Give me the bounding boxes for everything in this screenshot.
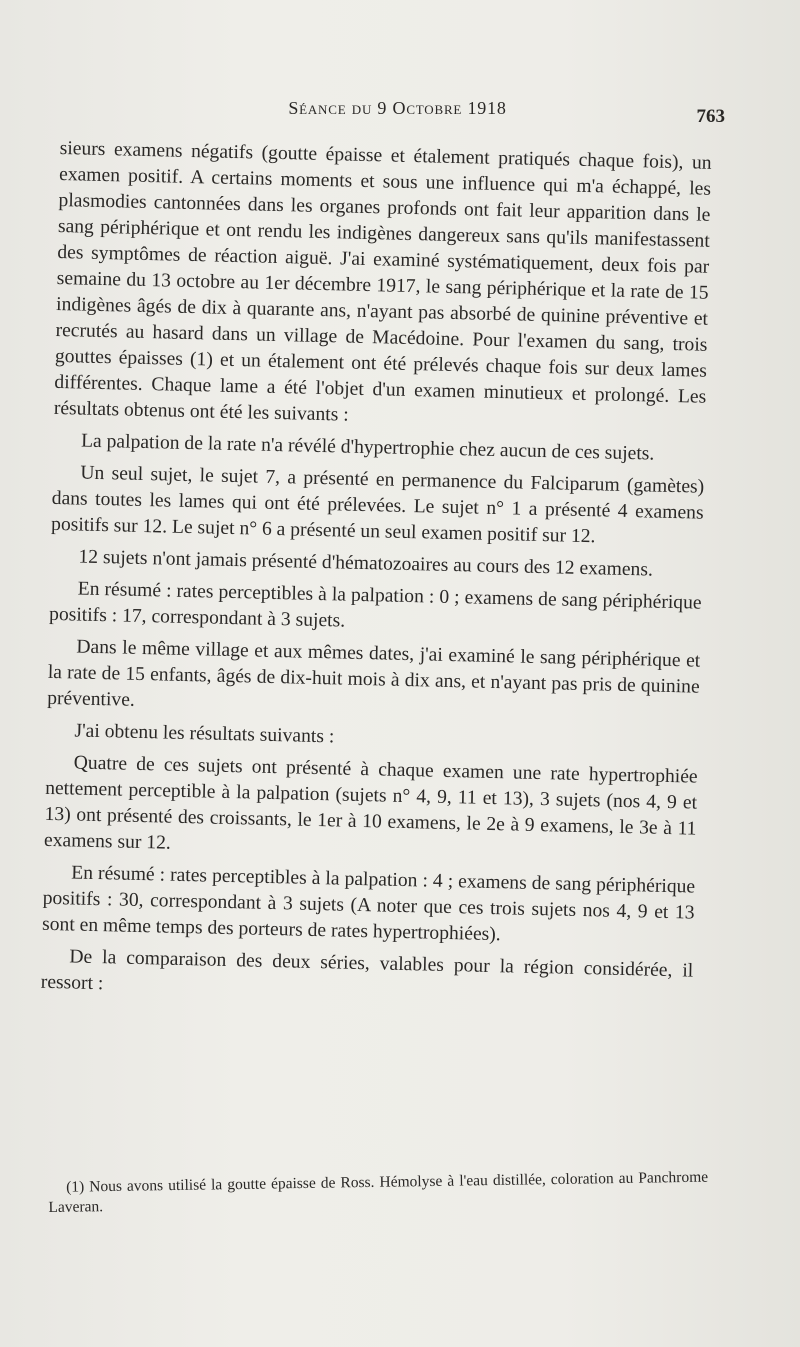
body-text: [40, 136, 711, 1017]
paragraph-summary-children: En résumé : rates perceptibles à la palpation : 4 ; examens de sang périphérique positifs : 30, correspondant à 3 sujets (A noter que ces trois sujets nos 4, 9 et 13 sont en même temps des porteurs de rates hypertrophiées).: [41, 862, 696, 946]
footnote: (1) Nous avons utilisé la goutte épaisse de Ross. Hémolyse à l'eau distillée, coloration au Panchrome Laveran.: [48, 1168, 709, 1216]
paragraph-summary-adults: En résumé : rates perceptibles à la palpation : 0 ; examens de sang périphérique positifs : 17, correspondant à 3 sujets.: [48, 578, 702, 632]
paragraph-results-intro: J'ai obtenu les résultats suivants :: [74, 720, 335, 748]
paragraph-single-subject: Un seul sujet, le sujet 7, a présenté en permanence du Falciparum (gamètes) dans toutes les lames qui ont été prélevées. Le sujet n° 1 a présenté 4 examens positifs sur 12. Le sujet n° 6 a présenté un seul examen positif sur 12.: [50, 462, 705, 548]
paragraph-children-results: Quatre de ces sujets ont présenté à chaque examen une rate hypertrophiée nettement perceptible à la palpation (sujets n° 4, 9, 11 et 13), 3 sujets (nos 4, 9 et 13) ont présenté des croissants, le 1er à 10 examens, le 2e à 9 examens, le 3e à 11 examens sur 12.: [43, 752, 698, 854]
paragraph-continuation: sieurs examens négatifs (goutte épaisse et étalement pratiqués chaque fois), un examen positif. A certains moments et sous une influence qui m'a échappé, les plasmodies cantonnées dans les organes profonds ont fait leur apparition dans le sang périphérique et ont rendu les indigènes dangereux sans qu'ils manifestassent des symptômes de réaction aiguë. J'ai examiné systématiquement, deux fois par semaine du 13 octobre au 1er décembre 1917, le sang périphérique et la rate de 15 indigènes âgés de dix à quarante ans, n'ayant pas absorbé de quinine préventive et recrutés au hasard dans un village de Macédoine. Pour l'examen du sang, trois gouttes épaisses (1) et un étalement ont été prélevés chaque fois sur deux lames différentes. Chaque lame a été l'objet d'un examen minutieux et prolongé. Les résultats obtenus ont été les suivants :: [53, 137, 712, 426]
running-title: Séance du 9 Octobre 1918: [288, 98, 507, 118]
paragraph-spleen-palpation: La palpation de la rate n'a révélé d'hypertrophie chez aucun de ces sujets.: [80, 430, 655, 465]
page-number: 763: [696, 106, 725, 127]
page-header: [70, 98, 725, 132]
paragraph-negative-subjects: 12 sujets n'ont jamais présenté d'hématozoaires au cours des 12 examens.: [78, 546, 654, 581]
paragraph-comparison: De la comparaison des deux séries, valables pour la région considérée, il ressort :: [40, 946, 694, 995]
paragraph-children-study: Dans le même village et aux mêmes dates, j'ai examiné le sang périphérique et la rate de 15 enfants, âgés de dix-huit mois à dix ans, et n'ayant pas pris de quinine préventive.: [47, 636, 701, 711]
